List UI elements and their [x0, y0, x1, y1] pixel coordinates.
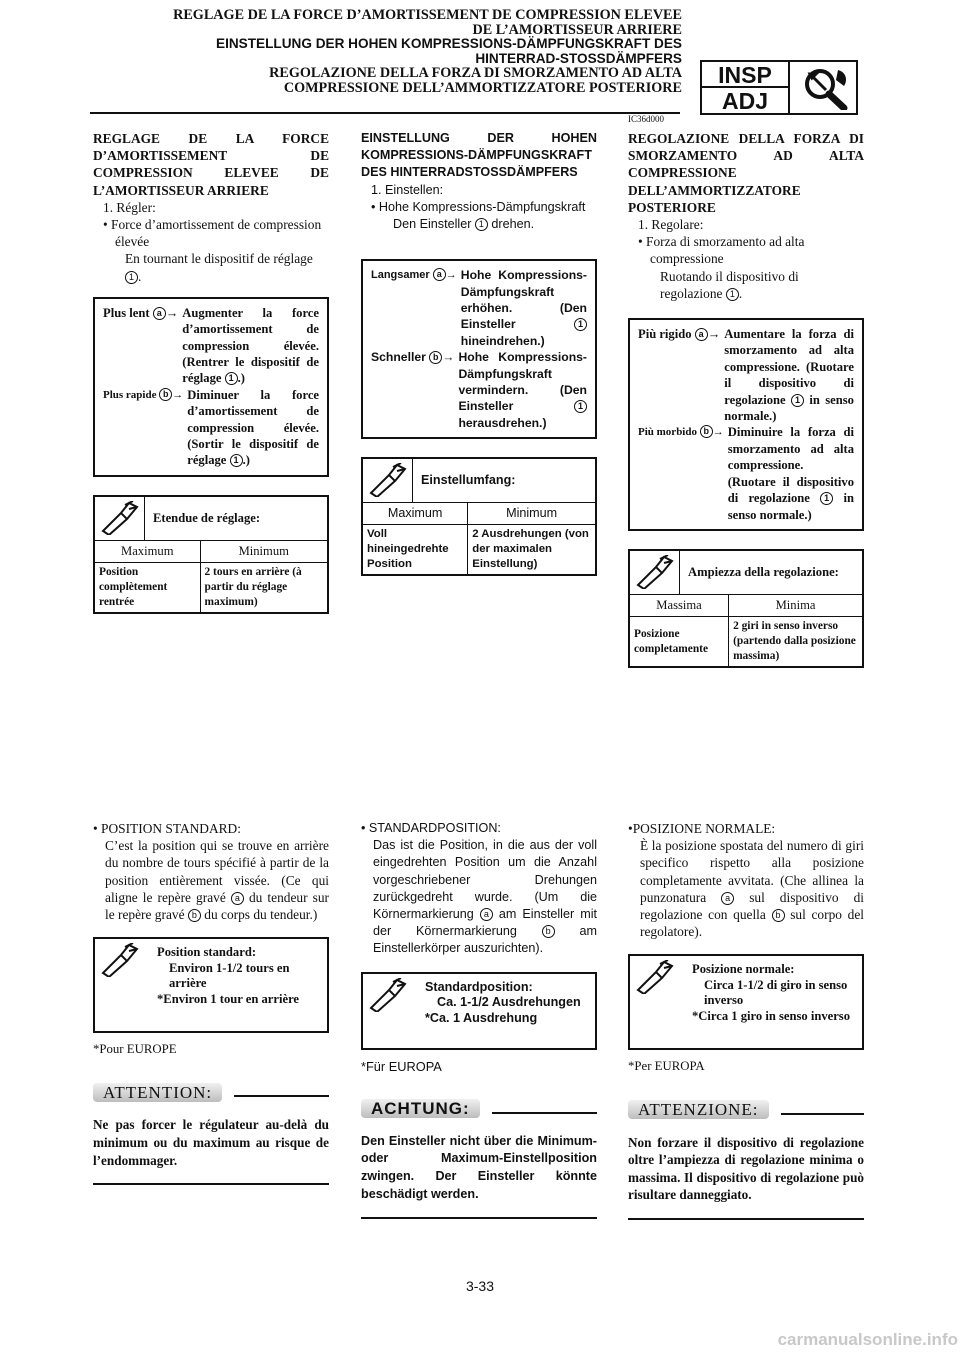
ref-mark-a: a	[721, 892, 734, 905]
std-position-heading: • POSITION STANDARD:	[93, 821, 241, 836]
ref-mark-b: b	[772, 909, 785, 922]
adjust-row-fast	[371, 349, 587, 431]
caution-header	[361, 1095, 597, 1123]
cell-max: Posizione completamente	[634, 627, 709, 655]
adjust-label-text: Plus lent	[103, 305, 150, 320]
std-note-line: *Circa 1 giro in senso inverso	[692, 1008, 851, 1023]
header-rule	[90, 112, 680, 114]
adjust-label	[371, 267, 461, 349]
std-note-line: Circa 1-1/2 di giro in senso inverso	[704, 977, 848, 1008]
spec-header	[95, 497, 327, 541]
header-line: REGLAGE DE LA FORCE D’AMORTISSEMENT DE COMPRESSION ELEVEE	[173, 7, 682, 23]
spec-header	[363, 459, 595, 503]
spec-table	[630, 595, 862, 666]
spec-icon-cell	[95, 939, 145, 1031]
arrow-icon: →	[442, 350, 455, 365]
spec-table	[363, 503, 595, 574]
spec-icon-cell	[363, 459, 413, 502]
std-text-part: C’est la position qui se trouve en arrière du nombre de tours spécifié à partir de la position entièrement vissée. (Ce qui aligne le repère gravé	[105, 838, 329, 905]
spec-title: Einstellumfang:	[421, 473, 516, 488]
cell-min: 2 tours en arrière (à partir du réglage maximum)	[200, 563, 327, 613]
adjust-row-stiff	[638, 326, 854, 424]
adjust-text-body: Diminuire la forza di smorzamento ad alta compressione. (Ruotare il dispositivo di regolazione	[727, 425, 854, 506]
adjust-row-soft	[638, 424, 854, 522]
caution-label: ATTENZIONE:	[628, 1100, 769, 1119]
adjust-direction-box	[361, 259, 597, 439]
adjust-text	[187, 387, 319, 469]
header-line: HINTERRAD-STOSSDÄMPFERS	[475, 50, 682, 66]
adjust-row-slow	[103, 305, 319, 387]
header-line: EINSTELLUNG DER HOHEN KOMPRESSIONS-DÄMPFUNGSKRAFT DES	[216, 36, 682, 52]
std-text-part: du corps du tendeur.)	[204, 907, 318, 923]
spec-table	[95, 541, 327, 612]
adjust-text-body: Hohe Kompressions-Dämpfungskraft vermindern. (Den Einsteller	[458, 350, 587, 414]
spec-header	[630, 956, 862, 1048]
ref-mark-1: 1	[125, 271, 138, 284]
std-text-part: am Einsteller mit der Körnermarkierung	[373, 907, 597, 939]
table-header-row	[95, 541, 327, 563]
spec-title: Etendue de réglage:	[153, 510, 261, 525]
ref-mark-1: 1	[726, 288, 739, 301]
adjust-direction-box	[93, 297, 329, 477]
caution-block	[361, 1095, 597, 1219]
section-code: IC36d000	[628, 114, 664, 124]
caution-label: ACHTUNG:	[361, 1099, 480, 1118]
std-text-part: sul corpo del regolatore).	[640, 907, 864, 940]
section-title: REGLAGE DE LA FORCE D’AMORTISSEMENT DE COMPRESSION ELEVEE DE L’AMORTISSEUR ARRIERE	[93, 131, 329, 198]
section-badge	[700, 60, 858, 115]
adjust-text	[458, 349, 587, 431]
col-header-max: Maximum	[363, 503, 468, 525]
caution-header	[628, 1096, 864, 1124]
adjust-text-body: Augmenter la force d’amortissement de compression élevée. (Rentrer le dispositif de réglage	[182, 305, 319, 386]
wrench-icon	[99, 943, 139, 977]
ref-mark-a: a	[153, 307, 166, 320]
adjust-text-body: Hohe Kompressions-Dämpfungskraft erhöhen. (Den Einsteller	[460, 268, 587, 332]
std-text-part: Das ist die Position, in die aus der voll eingedrehten Position um die Anzahl vorgeschriebener Drehungen zurückgedreht wurde. (Um die Körnermarkierung	[373, 838, 597, 922]
ref-mark-1: 1	[574, 400, 587, 413]
std-note-title: Standardposition:	[425, 979, 533, 994]
std-position-spec	[361, 972, 597, 1050]
spec-header	[363, 974, 595, 1048]
bullet-detail-text: Ruotando il dispositivo di regolazione	[660, 268, 799, 301]
caution-rule	[234, 1095, 329, 1097]
caution-rule	[781, 1113, 864, 1115]
std-position-text	[628, 837, 864, 940]
ref-mark-1: 1	[574, 318, 587, 331]
adjust-text-body: Aumentare la forza di smorzamento ad alta compressione. (Ruotare il dispositivo di regolazione	[724, 327, 854, 407]
ref-mark-b: b	[188, 909, 201, 922]
std-text-part: du tendeur sur le repère gravé	[105, 889, 329, 923]
column-french-lower	[93, 820, 329, 1185]
cell-max: Position complètement rentrée	[99, 566, 168, 609]
caution-text: Non forzare il dispositivo di regolazione oltre l’ampiezza di regolazione minima o massima. Il dispositivo di regolazione può risultare danneggiato.	[628, 1134, 864, 1203]
ref-mark-1: 1	[475, 218, 488, 231]
adjustment-range-spec	[628, 549, 864, 668]
std-note	[680, 956, 862, 1048]
adjust-label-text: Langsamer	[371, 269, 430, 282]
std-position-spec	[628, 954, 864, 1050]
wrench-icon	[99, 501, 139, 535]
arrow-icon: →	[712, 426, 724, 439]
adjust-label-text: Più morbido	[638, 426, 697, 439]
bullet-item: • Hohe Kompressions-Dämpfungskraft	[371, 199, 586, 214]
column-italian-lower	[628, 820, 864, 1220]
adjust-text-body: Diminuer la force d’amortissement de compression élevée. (Sortir le dispositif de réglage	[187, 387, 319, 468]
col-header-max: Maximum	[95, 541, 200, 563]
adjust-label	[103, 387, 187, 469]
ref-mark-a: a	[480, 908, 493, 921]
std-position-heading: • STANDARDPOSITION:	[361, 821, 501, 835]
caution-bottom-rule	[93, 1183, 329, 1185]
table-header-row	[363, 503, 595, 525]
adjust-label	[371, 349, 458, 431]
arrow-icon: →	[445, 269, 457, 282]
wrench-icon	[367, 463, 407, 497]
adjust-text	[182, 305, 319, 387]
bullet-detail	[361, 216, 597, 233]
bullet-detail-end: .	[738, 285, 743, 301]
bullet-detail-end: drehen.	[491, 217, 535, 232]
bullet-detail-text: En tournant le dispositif de réglage	[125, 251, 313, 267]
caution-text: Ne pas forcer le régulateur au-delà du minimum ou du maximum au risque de l’endommager.	[93, 1117, 329, 1168]
std-position-text	[93, 837, 329, 923]
spec-icon-cell	[95, 497, 145, 540]
watermark: carmanualsonline.info	[777, 1330, 958, 1349]
adjust-row-fast	[103, 387, 319, 469]
arrow-icon: →	[172, 388, 184, 401]
caution-text: Den Einsteller nicht über die Minimum-oder Maximum-Einstellposition zwingen. Der Einsteller könnte beschädigt werden.	[361, 1133, 597, 1201]
std-text-part: È la posizione spostata del numero di giri specifico rispetto alla posizione completamente avvitata. (Che allinea la punzonatura	[640, 838, 864, 905]
adjust-text-end: .)	[242, 453, 250, 468]
ref-mark-1: 1	[791, 394, 804, 407]
adjust-label	[103, 305, 182, 387]
spec-icon-cell	[363, 974, 413, 1048]
adjust-label-text: Plus rapide	[103, 388, 157, 401]
caution-bottom-rule	[628, 1218, 864, 1220]
std-position-heading: •POSIZIONE NORMALE:	[628, 821, 776, 836]
column-french	[93, 130, 329, 614]
adjust-text-end: hineindrehen.)	[460, 333, 545, 348]
ref-mark-b: b	[429, 351, 442, 364]
footnote: *Für EUROPA	[361, 1058, 442, 1074]
footnote: *Pour EUROPE	[93, 1042, 177, 1057]
std-note-line: *Ca. 1 Ausdrehung	[425, 1010, 538, 1025]
std-text-part: sul dispositivo di regolazione con quella	[640, 889, 864, 923]
spec-title: Ampiezza della regolazione:	[688, 564, 839, 579]
caution-bottom-rule	[361, 1217, 597, 1219]
std-note-title: Position standard:	[157, 945, 257, 960]
spec-icon-cell	[630, 956, 680, 1048]
spec-header	[630, 551, 862, 595]
header-line: REGOLAZIONE DELLA FORZA DI SMORZAMENTO AD ALTA	[269, 65, 682, 82]
caution-label: ATTENTION:	[93, 1083, 222, 1102]
ref-mark-a: a	[231, 892, 244, 905]
arrow-icon: →	[707, 327, 721, 342]
adjust-label-text: Più rigido	[638, 327, 692, 342]
ref-mark-a: a	[695, 328, 708, 341]
adjust-row-slow	[371, 267, 587, 349]
std-note-line: *Environ 1 tour en arrière	[157, 991, 300, 1006]
cell-min: 2 Ausdrehungen (von der maximalen Einstellung)	[468, 525, 595, 575]
bullet-detail-text: Den Einsteller	[393, 217, 472, 232]
adjust-direction-box	[628, 318, 864, 531]
adjust-text	[461, 267, 587, 349]
section-title: REGOLAZIONE DELLA FORZA DI SMORZAMENTO AD ALTA COMPRESSIONE DELL’AMMORTIZZATORE POSTERIORE	[628, 131, 864, 215]
table-header-row	[630, 595, 862, 617]
bullet-detail	[93, 250, 329, 284]
section-title: EINSTELLUNG DER HOHEN KOMPRESSIONS-DÄMPFUNGSKRAFT DES HINTERRADSTOSSDÄMPFERS	[361, 131, 597, 180]
std-note-line: Ca. 1-1/2 Ausdrehungen	[437, 995, 581, 1010]
col-header-min: Minimum	[468, 503, 595, 525]
std-note-title: Posizione normale:	[692, 962, 795, 977]
ref-mark-1: 1	[820, 492, 833, 505]
adjust-text-end: .)	[237, 371, 245, 386]
adjust-label	[638, 424, 728, 522]
wrench-icon	[634, 960, 674, 994]
caution-header	[93, 1078, 329, 1106]
ref-mark-b: b	[542, 925, 555, 938]
wrench-icon	[367, 978, 407, 1012]
col-header-min: Minimum	[200, 541, 327, 563]
ref-mark-1: 1	[230, 454, 243, 467]
std-note	[145, 939, 327, 1031]
column-german	[361, 130, 597, 576]
table-row	[630, 617, 862, 667]
bullet-item: • Forza di smorzamento ad alta compressione	[638, 234, 805, 267]
ref-mark-b: b	[159, 388, 172, 401]
std-note	[413, 974, 589, 1048]
ref-mark-1: 1	[225, 372, 238, 385]
wrench-magnifier-icon	[800, 66, 852, 110]
header-line: COMPRESSIONE DELL’AMMORTIZZATORE POSTERIORE	[283, 79, 682, 96]
adjust-text	[728, 424, 854, 522]
cell-min: 2 giri in senso inverso (partendo dalla posizione massima)	[729, 617, 862, 667]
ref-mark-b: b	[700, 425, 713, 438]
page-number: 3-33	[465, 1278, 495, 1294]
badge-insp: INSP	[702, 62, 788, 88]
col-header-min: Minima	[729, 595, 862, 617]
std-position-spec	[93, 937, 329, 1033]
cell-max: Voll hineingedrehte Position	[367, 528, 449, 571]
std-text-part: am Einstellerkörper auszurichten).	[373, 924, 598, 956]
caution-rule	[492, 1112, 597, 1114]
bullet-detail-end: .	[138, 268, 142, 284]
col-header-max: Massima	[630, 595, 729, 617]
step-1: 1. Regolare:	[638, 217, 704, 233]
step-1: 1. Einstellen:	[371, 182, 444, 197]
caution-block	[628, 1096, 864, 1220]
footnote: *Per EUROPA	[628, 1059, 705, 1074]
table-row	[363, 525, 595, 575]
bullet-item: • Force d’amortissement de compression élevée	[103, 217, 322, 250]
column-italian	[628, 130, 864, 668]
badge-divider	[788, 62, 790, 113]
adjustment-range-spec	[93, 495, 329, 614]
header-line: DE L’AMORTISSEUR ARRIERE	[472, 21, 682, 38]
ref-mark-a: a	[433, 268, 446, 281]
spec-icon-cell	[630, 551, 680, 594]
table-row	[95, 563, 327, 613]
spec-header	[95, 939, 327, 1031]
adjust-text-end: in senso normale.)	[724, 392, 854, 424]
adjustment-range-spec	[361, 457, 597, 576]
adjust-label-text: Schneller	[371, 350, 426, 365]
page-header	[90, 8, 682, 96]
adjust-text-end: in senso normale.)	[727, 491, 854, 522]
std-position-text	[361, 837, 597, 957]
adjust-text	[724, 326, 854, 424]
column-german-lower	[361, 820, 597, 1219]
adjust-text-end: herausdrehen.)	[458, 415, 547, 430]
badge-adj: ADJ	[721, 88, 768, 114]
step-1: 1. Régler:	[103, 199, 156, 215]
wrench-icon	[634, 555, 674, 589]
bullet-detail	[628, 268, 864, 302]
std-note-line: Environ 1-1/2 tours en arrière	[169, 960, 290, 991]
caution-block	[93, 1078, 329, 1185]
adjust-label	[638, 326, 724, 424]
arrow-icon: →	[165, 305, 179, 320]
